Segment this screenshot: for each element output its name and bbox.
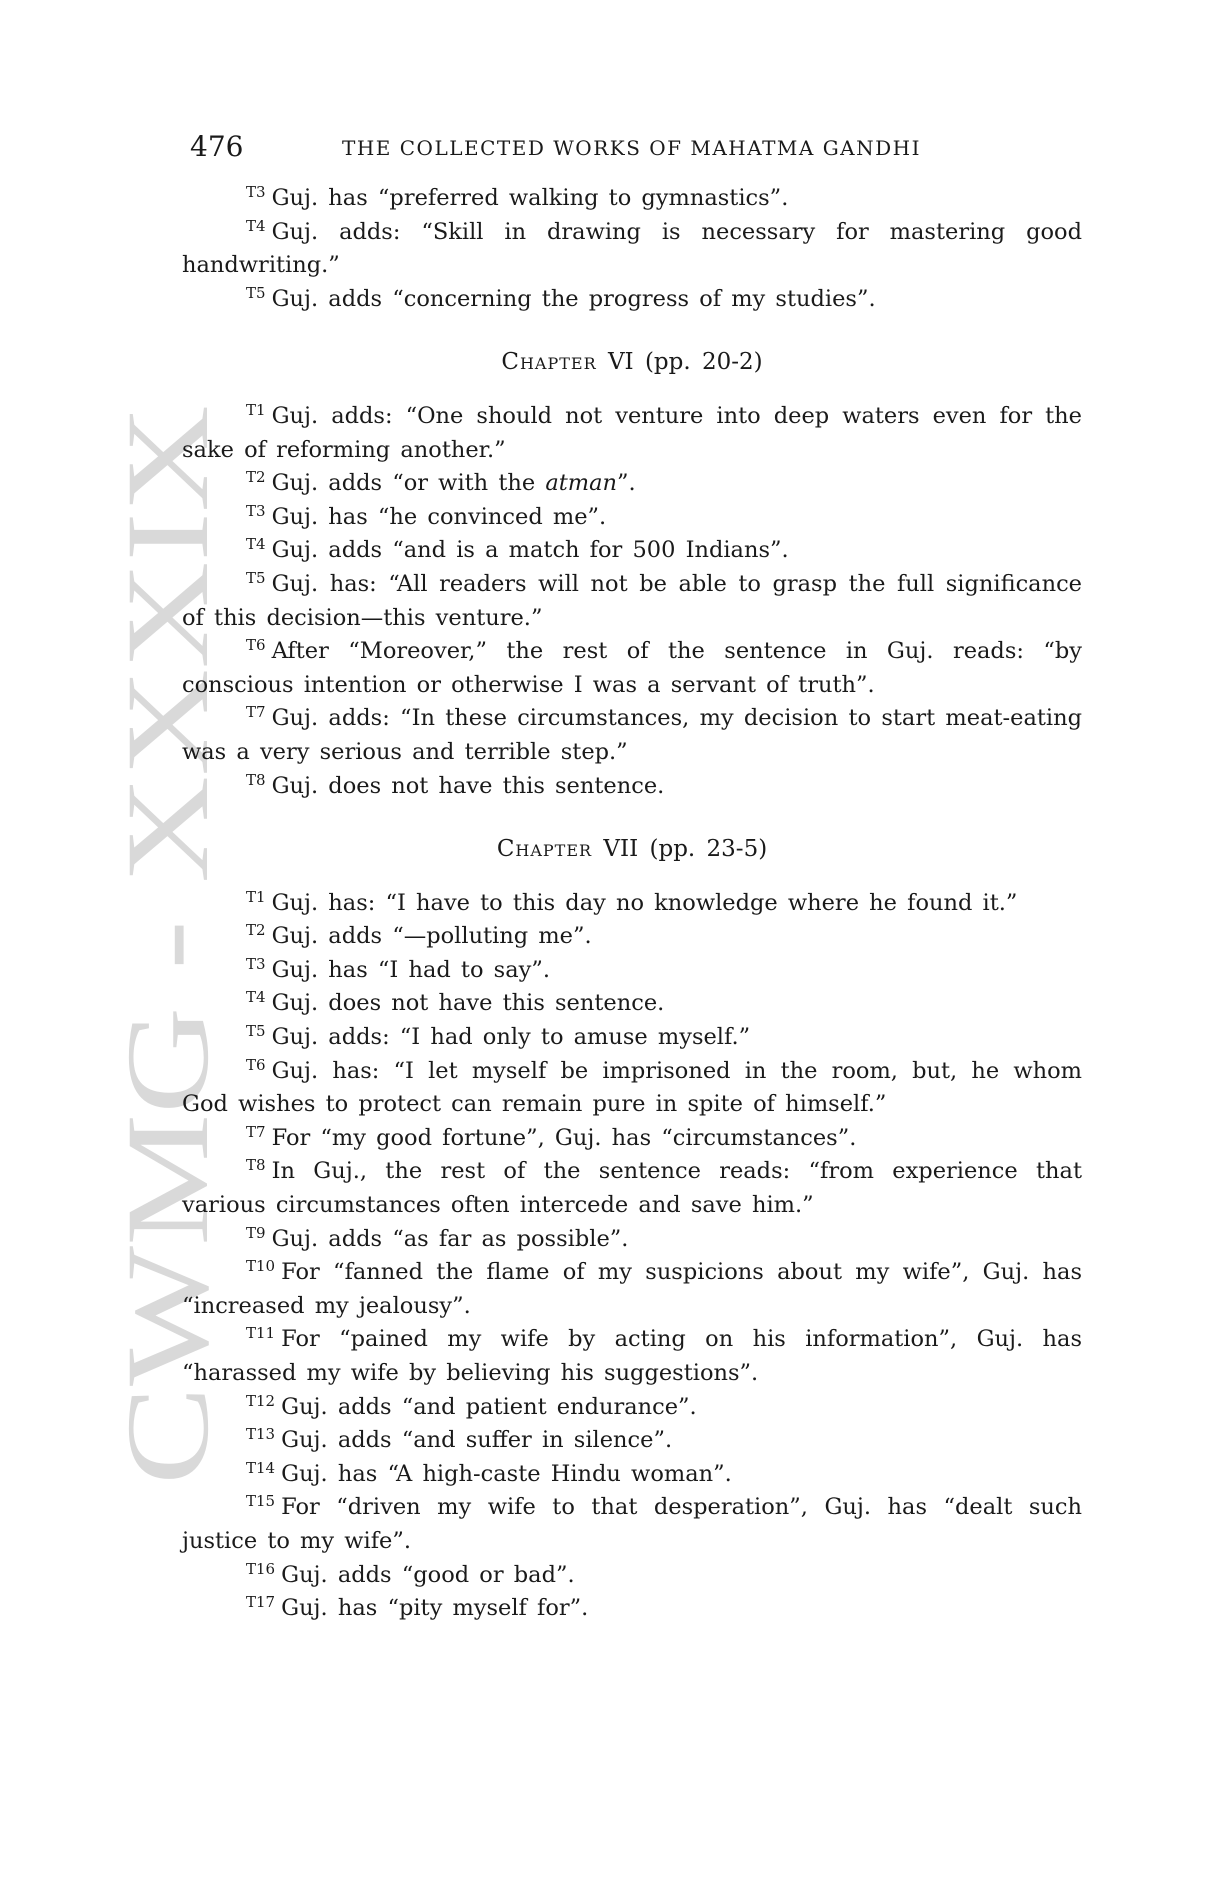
footnote — [182, 1055, 1082, 1122]
footnote-text: Guj. has: “I let myself be imprisoned in the room, but, he whom God wishes to protect can remain pure in spite of himself.” — [182, 1057, 1082, 1118]
footnote-text: For “my good fortune”, Guj. has “circumstances”. — [271, 1124, 857, 1151]
footnote-text: Guj. has: “All readers will not be able to grasp the full significance of this decision—this venture.” — [182, 570, 1082, 631]
footnote — [182, 1256, 1082, 1323]
footnote-marker: T3 — [246, 183, 266, 201]
footnote — [182, 1491, 1082, 1558]
footnote — [182, 920, 1082, 954]
footnote-text: Guj. has “A high-caste Hindu woman”. — [281, 1460, 732, 1487]
footnote-marker: T8 — [246, 770, 266, 789]
footnote-text: Guj. adds “as far as possible”. — [271, 1225, 629, 1252]
footnote — [182, 400, 1082, 467]
footnote-text: Guj. does not have this sentence. — [271, 990, 665, 1017]
footnote-text: For “driven my wife to that desperation”, Guj. has “dealt such justice to my wife”. — [182, 1494, 1082, 1554]
footnote-marker: T4 — [246, 988, 266, 1007]
footnote-text: Guj. has “I had to say”. — [271, 956, 550, 983]
footnote — [182, 568, 1082, 635]
footnote-text: Guj. adds “good or bad”. — [281, 1561, 575, 1588]
footnote-marker: T3 — [246, 501, 266, 520]
footnote-marker: T8 — [246, 1156, 266, 1175]
chapter-heading — [182, 346, 1082, 380]
chapter-number: VII — [603, 836, 639, 863]
footnote-text: Guj. adds “and suffer in silence”. — [281, 1427, 673, 1454]
chapter-label: Chapter — [501, 349, 597, 376]
footnote-marker: T16 — [246, 1559, 276, 1578]
footnote-text: Guj. has “preferred walking to gymnastics”. — [271, 185, 789, 211]
footnote-marker: T1 — [246, 887, 266, 906]
running-head: THE COLLECTED WORKS OF MAHATMA GANDHI — [342, 136, 922, 160]
footnote-text: Guj. does not have this sentence. — [271, 772, 665, 799]
chapter-heading — [182, 833, 1082, 867]
notes-content — [182, 182, 1082, 1626]
footnote — [182, 1021, 1082, 1055]
footnote — [182, 1223, 1082, 1257]
footnote — [182, 1592, 1082, 1626]
footnote-marker: T5 — [246, 283, 266, 302]
footnote-text: Guj. has: “I have to this day no knowledge where he found it.” — [271, 889, 1018, 916]
footnote — [182, 635, 1082, 702]
footnote-marker: T6 — [246, 1055, 266, 1074]
footnote-marker: T4 — [246, 216, 266, 235]
footnote-text: Guj. adds: “One should not venture into deep waters even for the sake of reforming another.” — [182, 402, 1082, 463]
chapter-pages: (pp. 20-2) — [644, 349, 763, 376]
chapter-label: Chapter — [496, 836, 593, 863]
footnote — [182, 887, 1082, 921]
footnote — [182, 216, 1082, 283]
footnote-text: Guj. adds: “Skill in drawing is necessary for mastering good handwriting.” — [182, 218, 1082, 279]
footnote-italic: atman — [545, 470, 618, 497]
chapter-number: VI — [607, 349, 634, 376]
footnote-marker: T3 — [246, 954, 266, 973]
watermark-text: CWMG - XXXIX — [102, 626, 233, 1485]
footnote — [182, 987, 1082, 1021]
footnote-text: Guj. adds “concerning the progress of my studies”. — [271, 285, 876, 312]
footnote — [182, 1323, 1082, 1390]
footnote — [182, 1155, 1082, 1222]
footnote — [182, 182, 1082, 216]
footnote-marker: T2 — [246, 921, 266, 940]
footnote-text: Guj. adds: “In these circumstances, my decision to start meat-eating was a very serious and terrible step.” — [182, 705, 1082, 765]
footnote-marker: T2 — [246, 468, 266, 487]
footnote — [182, 283, 1082, 317]
footnote-text: For “fanned the flame of my suspicions about my wife”, Guj. has “increased my jealousy”. — [182, 1259, 1082, 1319]
footnote — [182, 467, 1082, 501]
footnote-text: In Guj., the rest of the sentence reads: “from experience that various circumstances often intercede and save him.” — [182, 1158, 1082, 1219]
footnote-marker: T5 — [246, 1022, 266, 1041]
chapter-pages: (pp. 23-5) — [649, 836, 768, 863]
footnote-text: For “pained my wife by acting on his information”, Guj. has “harassed my wife by believing his suggestions”. — [182, 1326, 1082, 1386]
footnote — [182, 1458, 1082, 1492]
footnote-marker: T13 — [246, 1425, 276, 1444]
footnote-marker: T7 — [246, 1122, 266, 1141]
footnote-text: Guj. has “pity myself for”. — [281, 1595, 589, 1622]
footnote — [182, 954, 1082, 988]
footnote-marker: T7 — [246, 703, 266, 722]
footnote-text: Guj. adds: “I had only to amuse myself.” — [271, 1024, 751, 1051]
footnote-text: Guj. has “he convinced me”. — [271, 503, 607, 530]
footnote-text: Guj. adds “and patient endurance”. — [281, 1393, 697, 1420]
footnote-text: ”. — [617, 470, 636, 497]
footnote-text: Guj. adds “—polluting me”. — [271, 923, 592, 950]
footnote-marker: T4 — [246, 535, 266, 554]
footnote — [182, 1122, 1082, 1156]
footnote-marker: T1 — [246, 400, 266, 419]
footnote — [182, 1559, 1082, 1593]
footnote-marker: T17 — [246, 1593, 276, 1612]
page-number: 476 — [190, 130, 244, 163]
footnote-marker: T12 — [246, 1391, 276, 1410]
footnote-marker: T14 — [246, 1458, 276, 1477]
footnote — [182, 702, 1082, 769]
footnote-marker: T11 — [246, 1324, 276, 1343]
footnote-marker: T6 — [246, 636, 266, 655]
footnote-text: After “Moreover,” the rest of the sentence in Guj. reads: “by conscious intention or otherwise I was a servant of truth”. — [182, 638, 1082, 698]
footnote-text: Guj. adds “or with the — [271, 470, 546, 497]
footnote-marker: T15 — [246, 1492, 276, 1511]
footnote-marker: T5 — [246, 568, 266, 587]
footnote-marker: T10 — [246, 1257, 276, 1276]
footnote — [182, 1391, 1082, 1425]
footnote-marker: T9 — [246, 1223, 266, 1242]
footnote-text: Guj. adds “and is a match for 500 Indians”. — [271, 537, 789, 564]
footnote — [182, 770, 1082, 804]
footnote — [182, 1424, 1082, 1458]
footnote — [182, 534, 1082, 568]
footnote — [182, 501, 1082, 535]
page-header — [190, 130, 1090, 170]
